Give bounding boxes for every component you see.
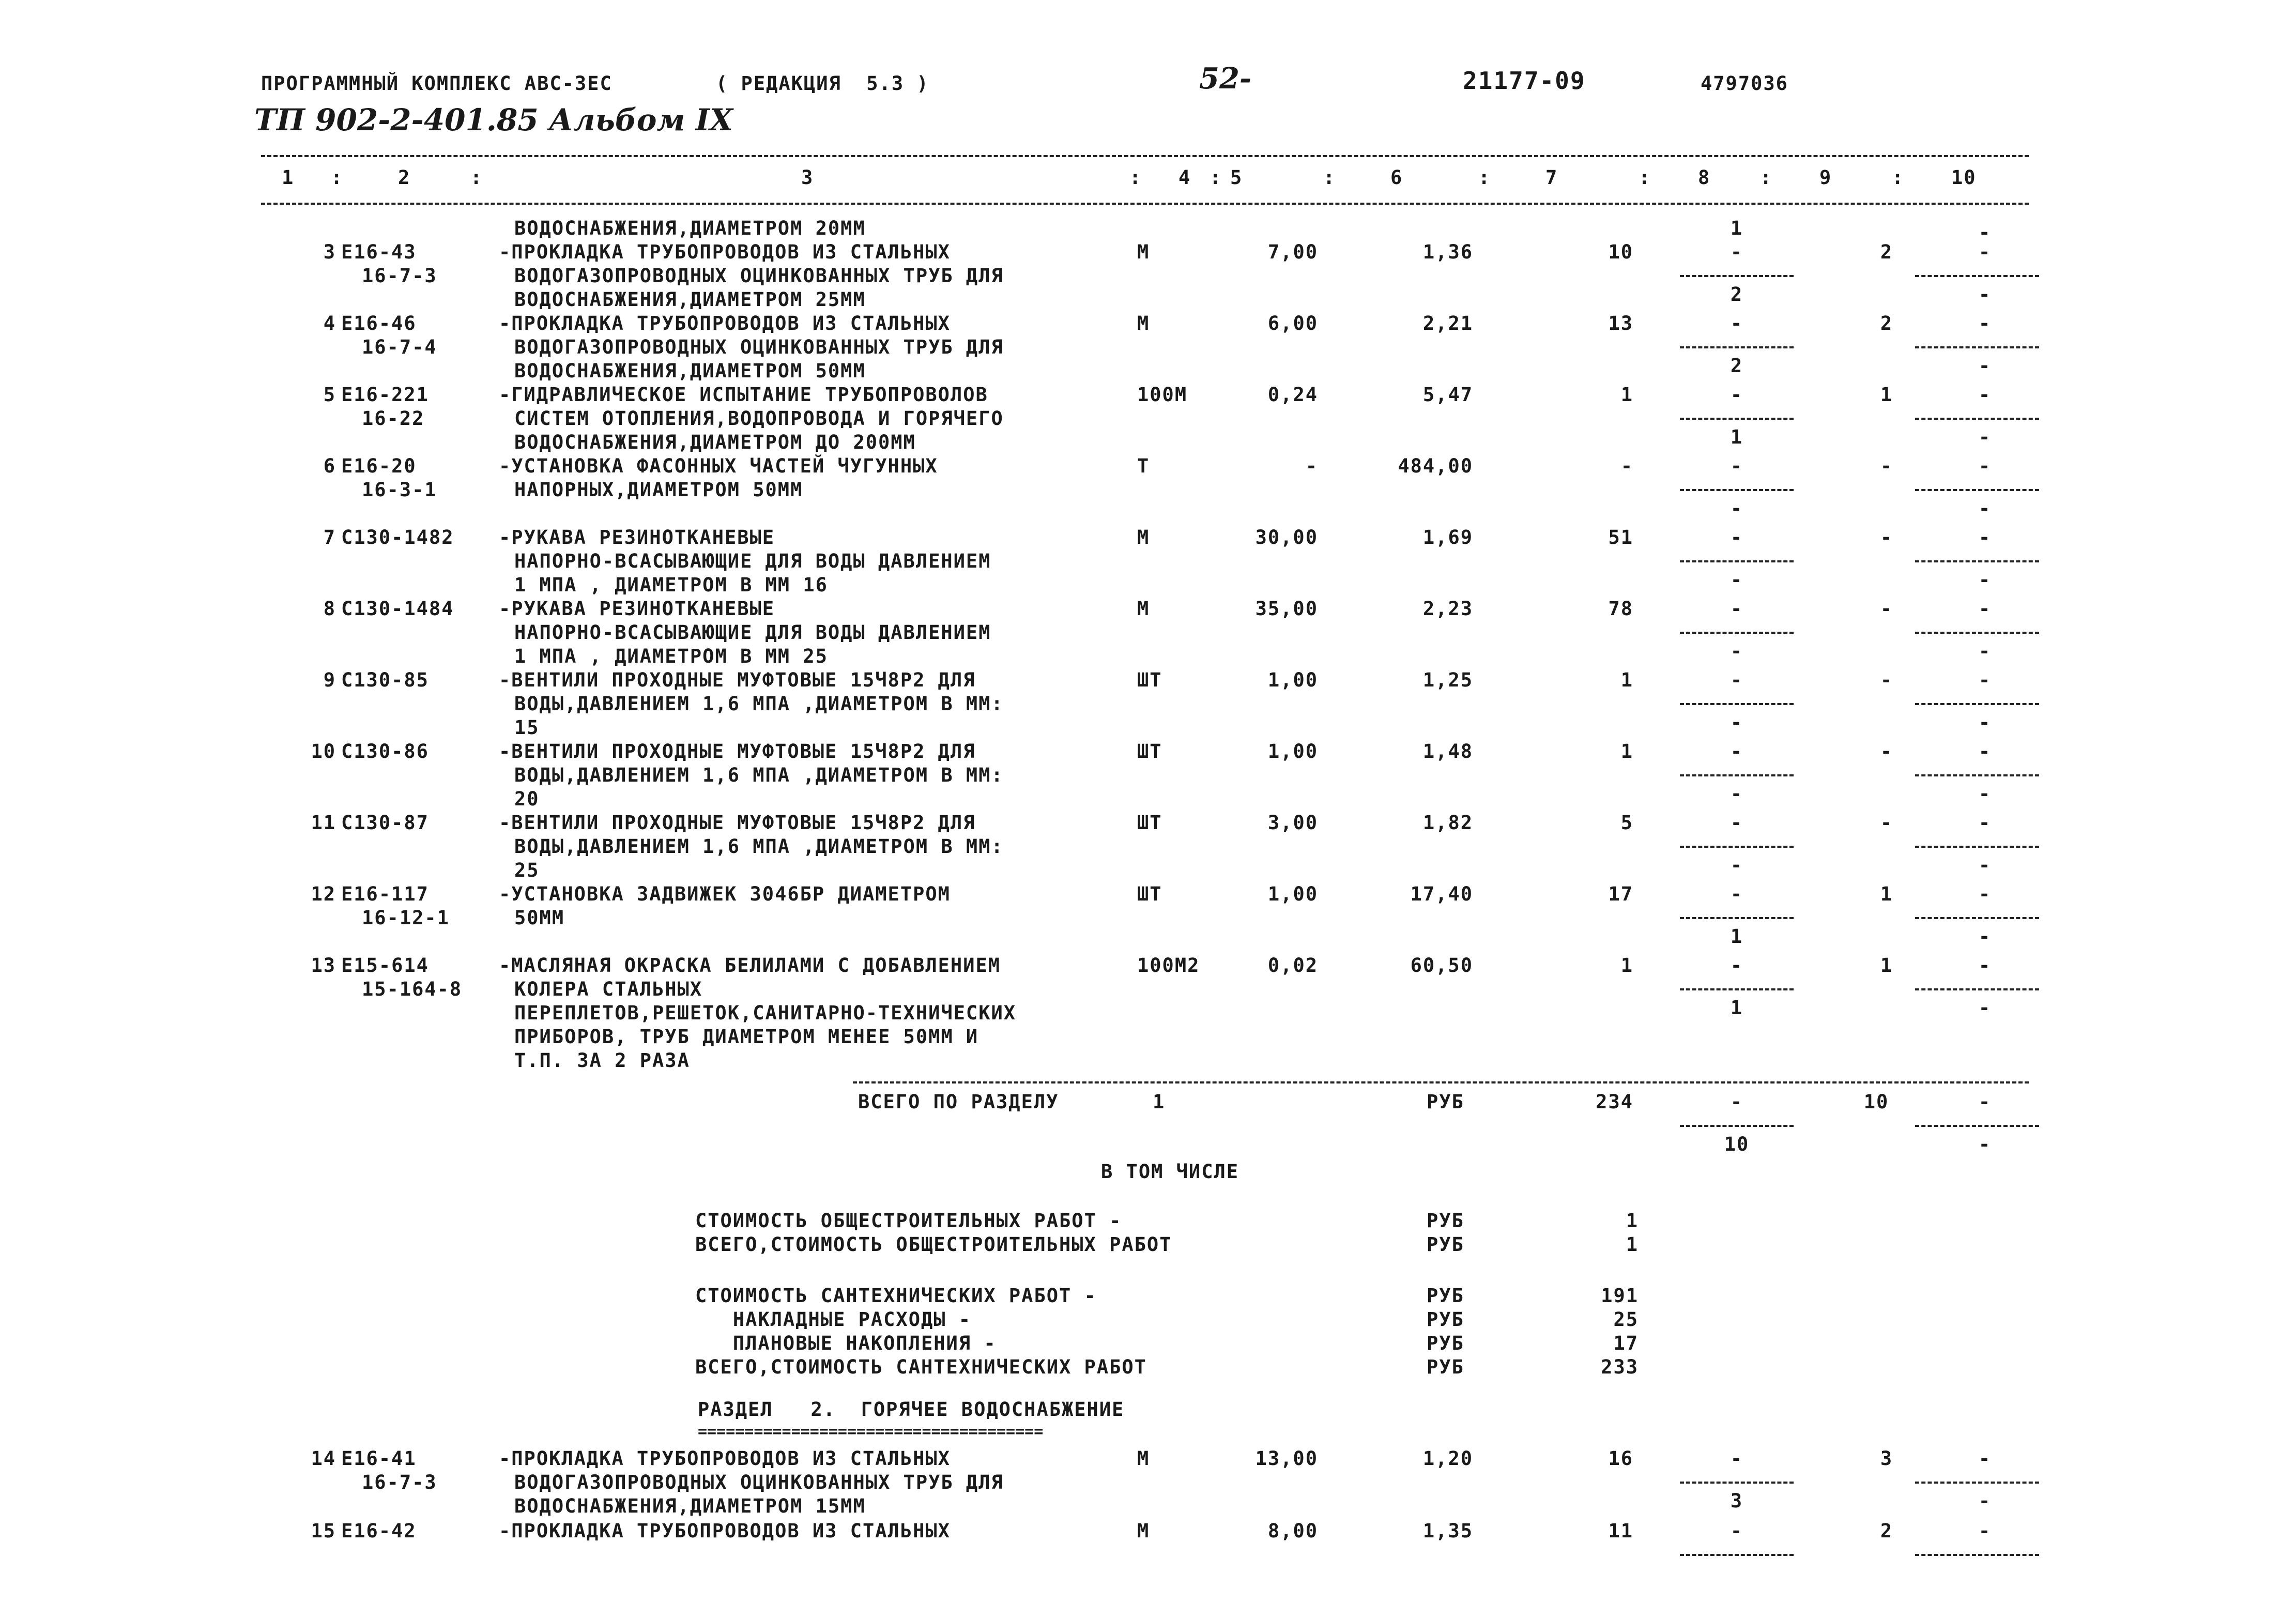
- row-4-code-alt: 16-7-4: [362, 336, 437, 358]
- row-13-description: Т.П. ЗА 2 РАЗА: [514, 1049, 690, 1072]
- section-total-label: ВСЕГО ПО РАЗДЕЛУ: [858, 1091, 1059, 1113]
- row-11-description: ВОДЫ,ДАВЛЕНИЕМ 1,6 МПА ,ДИАМЕТРОМ В ММ:: [514, 835, 1004, 858]
- row-9-col8-lower: -: [1730, 711, 1743, 734]
- row-7-price: 1,69: [1422, 526, 1473, 548]
- row-9-number: 9: [323, 669, 336, 691]
- section-total-col8-lower: 10: [1724, 1133, 1750, 1155]
- row-6-description: -УСТАНОВКА ФАСОННЫХ ЧАСТЕЙ ЧУГУННЫХ: [499, 455, 938, 477]
- row-13-col10: -: [1978, 954, 1992, 976]
- summary-unit: РУБ: [1427, 1308, 1464, 1331]
- row-8-number: 8: [323, 598, 336, 620]
- summary-value: 233: [1601, 1356, 1639, 1378]
- row-5-price: 5,47: [1422, 384, 1473, 406]
- row-4-total: 13: [1608, 312, 1633, 334]
- row-14-col8: -: [1730, 1447, 1743, 1470]
- row-14-description: ВОДОГАЗОПРОВОДНЫХ ОЦИНКОВАННЫХ ТРУБ ДЛЯ: [514, 1471, 1004, 1493]
- row-10-quantity: 1,00: [1267, 740, 1318, 762]
- column-header-5: 5: [1230, 166, 1243, 189]
- row-12-description: 50ММ: [514, 907, 565, 929]
- row-4-col10-lower: -: [1978, 355, 1992, 377]
- row-4-number: 4: [323, 312, 336, 334]
- row-8-col10-rule: [1915, 632, 2039, 634]
- row-5-unit: 100М: [1137, 384, 1188, 406]
- row-4-code: Е16-46: [341, 312, 417, 334]
- row-7-col10: -: [1978, 526, 1992, 548]
- row-11-unit: ШТ: [1137, 812, 1162, 834]
- column-separator: :: [331, 166, 344, 189]
- column-separator: :: [1323, 166, 1336, 189]
- document-code: 21177-09: [1463, 67, 1586, 95]
- row-15-quantity: 8,00: [1267, 1520, 1318, 1542]
- row-3-col10-lower: -: [1978, 283, 1992, 306]
- row-15-code: Е16-42: [341, 1520, 417, 1542]
- row-13-number: 13: [311, 954, 336, 976]
- row-7-col8: -: [1730, 526, 1743, 548]
- row-15-col8: -: [1730, 1520, 1743, 1542]
- row-8-col10-lower: -: [1978, 640, 1992, 662]
- header-rule-bottom: [261, 203, 2029, 205]
- row-12-col8-rule: [1680, 917, 1794, 919]
- row-10-col8-lower: -: [1730, 783, 1743, 805]
- summary-value: 25: [1613, 1308, 1639, 1331]
- summary-unit: РУБ: [1427, 1356, 1464, 1378]
- row-12-total: 17: [1608, 883, 1633, 905]
- row-9-quantity: 1,00: [1267, 669, 1318, 691]
- summary-unit: РУБ: [1427, 1285, 1464, 1307]
- row-11-col10: -: [1978, 812, 1992, 834]
- row-14-number: 14: [311, 1447, 336, 1470]
- column-separator: :: [1760, 166, 1773, 189]
- row-11-total: 5: [1620, 812, 1633, 834]
- row-3-col9: 2: [1880, 241, 1893, 263]
- column-header-8: 8: [1698, 166, 1711, 189]
- row-13-description: КОЛЕРА СТАЛЬНЫХ: [514, 978, 703, 1000]
- row-5-quantity: 0,24: [1267, 384, 1318, 406]
- row-13-quantity: 0,02: [1267, 954, 1318, 976]
- row-14-description: ВОДОСНАБЖЕНИЯ,ДИАМЕТРОМ 15ММ: [514, 1495, 866, 1517]
- column-header-10: 10: [1951, 166, 1977, 189]
- row-8-price: 2,23: [1422, 598, 1473, 620]
- row-15-col8-rule: [1680, 1554, 1794, 1556]
- row-14-code-alt: 16-7-3: [362, 1471, 437, 1493]
- row-9-unit: ШТ: [1137, 669, 1162, 691]
- row-6-col8-rule: [1680, 489, 1794, 491]
- row-14-col9: 3: [1880, 1447, 1893, 1470]
- row-6-code: Е16-20: [341, 455, 417, 477]
- row-11-quantity: 3,00: [1267, 812, 1318, 834]
- row-7-description: НАПОРНО-ВСАСЫВАЮЩИЕ ДЛЯ ВОДЫ ДАВЛЕНИЕМ: [514, 550, 991, 572]
- row-14-col10-rule: [1915, 1482, 2039, 1484]
- row-5-col8: -: [1730, 384, 1743, 406]
- row-6-col9: -: [1880, 455, 1893, 477]
- row-5-col10: -: [1978, 384, 1992, 406]
- summary-value: 1: [1626, 1233, 1639, 1256]
- row-6-quantity: -: [1305, 455, 1318, 477]
- row-11-col8: -: [1730, 812, 1743, 834]
- section-total-number: 1: [1153, 1091, 1166, 1113]
- row-4-col10: -: [1978, 312, 1992, 334]
- row-6-unit: Т: [1137, 455, 1150, 477]
- row-10-col10-rule: [1915, 774, 2039, 776]
- row-6-price: 484,00: [1398, 455, 1473, 477]
- row-4-description: ВОДОСНАБЖЕНИЯ,ДИАМЕТРОМ 50ММ: [514, 360, 866, 382]
- row-4-col8-lower: 2: [1730, 355, 1743, 377]
- row-5-description: СИСТЕМ ОТОПЛЕНИЯ,ВОДОПРОВОДА И ГОРЯЧЕГО: [514, 407, 1004, 430]
- section-2-underline: =====================================: [698, 1423, 1044, 1441]
- row-10-col10-lower: -: [1978, 783, 1992, 805]
- row-10-price: 1,48: [1422, 740, 1473, 762]
- row-9-col10-lower: -: [1978, 711, 1992, 734]
- row-7-col10-lower: -: [1978, 569, 1992, 591]
- row-6-description: НАПОРНЫХ,ДИАМЕТРОМ 50ММ: [514, 479, 803, 501]
- row-5-col8-lower: 1: [1730, 426, 1743, 448]
- row-10-total: 1: [1620, 740, 1633, 762]
- row-14-col8-rule: [1680, 1482, 1794, 1484]
- row-14-total: 16: [1608, 1447, 1633, 1470]
- row-4-description: ВОДОГАЗОПРОВОДНЫХ ОЦИНКОВАННЫХ ТРУБ ДЛЯ: [514, 336, 1004, 358]
- row-7-quantity: 30,00: [1255, 526, 1318, 548]
- row-11-number: 11: [311, 812, 336, 834]
- row-9-col10-rule: [1915, 703, 2039, 705]
- row-12-unit: ШТ: [1137, 883, 1162, 905]
- row-13-price: 60,50: [1410, 954, 1473, 976]
- summary-label: ПЛАНОВЫЕ НАКОПЛЕНИЯ -: [695, 1332, 997, 1354]
- row-5-col9: 1: [1880, 384, 1893, 406]
- row-11-col10-rule: [1915, 846, 2039, 848]
- summary-value: 191: [1601, 1285, 1639, 1307]
- header-rule-top: [261, 155, 2029, 157]
- row-14-col8-lower: 3: [1730, 1490, 1743, 1512]
- row-continuation-description: ВОДОСНАБЖЕНИЯ,ДИАМЕТРОМ 20ММ: [514, 217, 866, 239]
- row-10-description: ВОДЫ,ДАВЛЕНИЕМ 1,6 МПА ,ДИАМЕТРОМ В ММ:: [514, 764, 1004, 786]
- row-6-total: -: [1620, 455, 1633, 477]
- row-3-number: 3: [323, 241, 336, 263]
- column-separator: :: [1892, 166, 1905, 189]
- row-4-description: -ПРОКЛАДКА ТРУБОПРОВОДОВ ИЗ СТАЛЬНЫХ: [499, 312, 951, 334]
- column-header-3: 3: [801, 166, 814, 189]
- row-4-price: 2,21: [1422, 312, 1473, 334]
- row-6-code-alt: 16-3-1: [362, 479, 437, 501]
- row-4-col8: -: [1730, 312, 1743, 334]
- row-11-col9: -: [1880, 812, 1893, 834]
- row-7-code: С130-1482: [341, 526, 454, 548]
- summary-unit: РУБ: [1427, 1332, 1464, 1354]
- row-continuation-col8: 1: [1730, 217, 1743, 239]
- row-8-code: С130-1484: [341, 598, 454, 620]
- row-13-description: -МАСЛЯНАЯ ОКРАСКА БЕЛИЛАМИ С ДОБАВЛЕНИЕМ: [499, 954, 1001, 976]
- summary-label: НАКЛАДНЫЕ РАСХОДЫ -: [695, 1308, 972, 1331]
- row-14-col10-lower: -: [1978, 1490, 1992, 1512]
- row-6-col8-lower: -: [1730, 497, 1743, 520]
- total-rule-top: [853, 1081, 2029, 1083]
- column-header-1: 1: [282, 166, 295, 189]
- row-13-unit: 100М2: [1137, 954, 1200, 976]
- row-12-number: 12: [311, 883, 336, 905]
- row-7-col8-lower: -: [1730, 569, 1743, 591]
- row-11-description: -ВЕНТИЛИ ПРОХОДНЫЕ МУФТОВЫЕ 15Ч8Р2 ДЛЯ: [499, 812, 976, 834]
- row-4-col8-rule: [1680, 346, 1794, 348]
- summary-label: СТОИМОСТЬ ОБЩЕСТРОИТЕЛЬНЫХ РАБОТ -: [695, 1210, 1122, 1232]
- row-3-code: Е16-43: [341, 241, 417, 263]
- row-10-col9: -: [1880, 740, 1893, 762]
- row-7-number: 7: [323, 526, 336, 548]
- row-11-code: С130-87: [341, 812, 429, 834]
- row-7-unit: М: [1137, 526, 1150, 548]
- row-13-total: 1: [1620, 954, 1633, 976]
- row-8-col8: -: [1730, 598, 1743, 620]
- row-12-col8: -: [1730, 883, 1743, 905]
- row-9-description: 15: [514, 716, 540, 739]
- row-11-description: 25: [514, 859, 540, 881]
- row-5-description: -ГИДРАВЛИЧЕСКОЕ ИСПЫТАНИЕ ТРУБОПРОВОЛОВ: [499, 384, 988, 406]
- row-15-total: 11: [1608, 1520, 1633, 1542]
- album-handwritten: ТП 902-2-401.85 Альбом IX: [254, 102, 733, 138]
- row-13-col10-rule: [1915, 988, 2039, 990]
- row-15-col10: -: [1978, 1520, 1992, 1542]
- section-total-col8: -: [1730, 1091, 1743, 1113]
- row-9-description: -ВЕНТИЛИ ПРОХОДНЫЕ МУФТОВЫЕ 15Ч8Р2 ДЛЯ: [499, 669, 976, 691]
- row-8-total: 78: [1608, 598, 1633, 620]
- row-7-col8-rule: [1680, 560, 1794, 562]
- column-header-6: 6: [1390, 166, 1403, 189]
- row-4-unit: М: [1137, 312, 1150, 334]
- row-6-col8: -: [1730, 455, 1743, 477]
- column-header-9: 9: [1819, 166, 1832, 189]
- row-6-col10: -: [1978, 455, 1992, 477]
- row-8-col8-lower: -: [1730, 640, 1743, 662]
- row-12-code: Е16-117: [341, 883, 429, 905]
- document-number: 4797036: [1701, 72, 1788, 95]
- row-3-col8: -: [1730, 241, 1743, 263]
- row-4-col10-rule: [1915, 346, 2039, 348]
- row-12-col10-lower: -: [1978, 925, 1992, 948]
- row-5-code-alt: 16-22: [362, 407, 425, 430]
- row-12-description: -УСТАНОВКА ЗАДВИЖЕК 3046БР ДИАМЕТРОМ: [499, 883, 951, 905]
- section-total-unit: РУБ: [1427, 1091, 1464, 1113]
- summary-value: 1: [1626, 1210, 1639, 1232]
- row-5-description: ВОДОСНАБЖЕНИЯ,ДИАМЕТРОМ ДО 200ММ: [514, 431, 916, 453]
- row-14-unit: М: [1137, 1447, 1150, 1470]
- row-6-number: 6: [323, 455, 336, 477]
- column-separator: :: [470, 166, 483, 189]
- row-3-description: ВОДОГАЗОПРОВОДНЫХ ОЦИНКОВАННЫХ ТРУБ ДЛЯ: [514, 265, 1004, 287]
- column-separator: :: [1210, 166, 1222, 189]
- row-continuation-col10: -: [1978, 221, 1992, 243]
- row-12-quantity: 1,00: [1267, 883, 1318, 905]
- row-10-col8-rule: [1680, 774, 1794, 776]
- row-8-quantity: 35,00: [1255, 598, 1318, 620]
- row-5-col8-rule: [1680, 418, 1794, 420]
- column-header-2: 2: [398, 166, 411, 189]
- row-8-unit: М: [1137, 598, 1150, 620]
- row-9-col9: -: [1880, 669, 1893, 691]
- row-10-col8: -: [1730, 740, 1743, 762]
- row-14-col10: -: [1978, 1447, 1992, 1470]
- row-5-number: 5: [323, 384, 336, 406]
- row-3-total: 10: [1608, 241, 1633, 263]
- row-3-code-alt: 16-7-3: [362, 265, 437, 287]
- row-3-quantity: 7,00: [1267, 241, 1318, 263]
- row-11-col8-lower: -: [1730, 854, 1743, 876]
- summary-label: ВСЕГО,СТОИМОСТЬ ОБЩЕСТРОИТЕЛЬНЫХ РАБОТ: [695, 1233, 1172, 1256]
- row-15-description: -ПРОКЛАДКА ТРУБОПРОВОДОВ ИЗ СТАЛЬНЫХ: [499, 1520, 951, 1542]
- summary-unit: РУБ: [1427, 1210, 1464, 1232]
- row-3-price: 1,36: [1422, 241, 1473, 263]
- row-3-col8-lower: 2: [1730, 283, 1743, 306]
- program-title: ПРОГРАММНЫЙ КОМПЛЕКС АВС-3ЕС: [261, 72, 613, 95]
- row-9-description: ВОДЫ,ДАВЛЕНИЕМ 1,6 МПА ,ДИАМЕТРОМ В ММ:: [514, 693, 1004, 715]
- row-15-number: 15: [311, 1520, 336, 1542]
- row-6-col10-rule: [1915, 489, 2039, 491]
- column-header-7: 7: [1545, 166, 1558, 189]
- row-15-col9: 2: [1880, 1520, 1893, 1542]
- row-3-col8-rule: [1680, 275, 1794, 277]
- section-total-col10: -: [1978, 1091, 1992, 1113]
- row-13-col10-lower: -: [1978, 997, 1992, 1019]
- row-5-col10-lower: -: [1978, 426, 1992, 448]
- column-separator: :: [1639, 166, 1651, 189]
- row-12-col9: 1: [1880, 883, 1893, 905]
- row-7-description: 1 МПА , ДИАМЕТРОМ В ММ 16: [514, 574, 828, 596]
- row-7-total: 51: [1608, 526, 1633, 548]
- row-7-col10-rule: [1915, 560, 2039, 562]
- row-13-col8-lower: 1: [1730, 997, 1743, 1019]
- row-15-unit: М: [1137, 1520, 1150, 1542]
- row-3-description: -ПРОКЛАДКА ТРУБОПРОВОДОВ ИЗ СТАЛЬНЫХ: [499, 241, 951, 263]
- column-header-4: 4: [1178, 166, 1191, 189]
- row-3-col10: -: [1978, 241, 1992, 263]
- row-12-col10: -: [1978, 883, 1992, 905]
- in-that-heading: В ТОМ ЧИСЛЕ: [1101, 1161, 1239, 1183]
- row-7-description: -РУКАВА РЕЗИНОТКАНЕВЫЕ: [499, 526, 775, 548]
- row-14-description: -ПРОКЛАДКА ТРУБОПРОВОДОВ ИЗ СТАЛЬНЫХ: [499, 1447, 951, 1470]
- page-number: 52-: [1199, 62, 1252, 96]
- row-14-quantity: 13,00: [1255, 1447, 1318, 1470]
- row-12-price: 17,40: [1410, 883, 1473, 905]
- row-9-code: С130-85: [341, 669, 429, 691]
- column-separator: :: [1478, 166, 1491, 189]
- column-separator: :: [1129, 166, 1142, 189]
- summary-label: СТОИМОСТЬ САНТЕХНИЧЕСКИХ РАБОТ -: [695, 1285, 1097, 1307]
- row-4-col9: 2: [1880, 312, 1893, 334]
- row-13-code: Е15-614: [341, 954, 429, 976]
- row-9-total: 1: [1620, 669, 1633, 691]
- row-8-description: 1 МПА , ДИАМЕТРОМ В ММ 25: [514, 645, 828, 667]
- row-8-description: НАПОРНО-ВСАСЫВАЮЩИЕ ДЛЯ ВОДЫ ДАВЛЕНИЕМ: [514, 621, 991, 644]
- row-12-col10-rule: [1915, 917, 2039, 919]
- row-13-col8-rule: [1680, 988, 1794, 990]
- summary-value: 17: [1613, 1332, 1639, 1354]
- row-13-col9: 1: [1880, 954, 1893, 976]
- row-10-unit: ШТ: [1137, 740, 1162, 762]
- row-13-code-alt: 15-164-8: [362, 978, 463, 1000]
- row-14-code: Е16-41: [341, 1447, 417, 1470]
- row-9-col8: -: [1730, 669, 1743, 691]
- row-9-col8-rule: [1680, 703, 1794, 705]
- row-13-col8: -: [1730, 954, 1743, 976]
- row-9-price: 1,25: [1422, 669, 1473, 691]
- row-11-col10-lower: -: [1978, 854, 1992, 876]
- row-13-description: ПРИБОРОВ, ТРУБ ДИАМЕТРОМ МЕНЕЕ 50ММ И: [514, 1026, 979, 1048]
- row-11-price: 1,82: [1422, 812, 1473, 834]
- row-12-code-alt: 16-12-1: [362, 907, 450, 929]
- row-10-number: 10: [311, 740, 336, 762]
- section-total-col10-lower: -: [1978, 1133, 1992, 1155]
- section-total-col9: 10: [1863, 1091, 1889, 1113]
- section-total-col10-rule: [1915, 1125, 2039, 1127]
- row-4-quantity: 6,00: [1267, 312, 1318, 334]
- row-10-code: С130-86: [341, 740, 429, 762]
- section-2-title: РАЗДЕЛ 2. ГОРЯЧЕЕ ВОДОСНАБЖЕНИЕ: [698, 1398, 1125, 1421]
- row-15-price: 1,35: [1422, 1520, 1473, 1542]
- row-7-col9: -: [1880, 526, 1893, 548]
- summary-unit: РУБ: [1427, 1233, 1464, 1256]
- summary-label: ВСЕГО,СТОИМОСТЬ САНТЕХНИЧЕСКИХ РАБОТ: [695, 1356, 1147, 1378]
- row-10-col10: -: [1978, 740, 1992, 762]
- row-6-col10-lower: -: [1978, 497, 1992, 520]
- row-9-col10: -: [1978, 669, 1992, 691]
- row-5-code: Е16-221: [341, 384, 429, 406]
- row-14-price: 1,20: [1422, 1447, 1473, 1470]
- section-total-col8-rule: [1680, 1125, 1794, 1127]
- row-3-col10-rule: [1915, 275, 2039, 277]
- row-10-description: 20: [514, 788, 540, 810]
- row-5-col10-rule: [1915, 418, 2039, 420]
- row-5-total: 1: [1620, 384, 1633, 406]
- section-total-value: 234: [1596, 1091, 1633, 1113]
- row-8-description: -РУКАВА РЕЗИНОТКАНЕВЫЕ: [499, 598, 775, 620]
- row-12-col8-lower: 1: [1730, 925, 1743, 948]
- row-8-col9: -: [1880, 598, 1893, 620]
- row-3-description: ВОДОСНАБЖЕНИЯ,ДИАМЕТРОМ 25ММ: [514, 288, 866, 311]
- row-8-col10: -: [1978, 598, 1992, 620]
- row-3-unit: М: [1137, 241, 1150, 263]
- row-15-col10-rule: [1915, 1554, 2039, 1556]
- edition: ( РЕДАКЦИЯ 5.3 ): [716, 72, 929, 95]
- row-13-description: ПЕРЕПЛЕТОВ,РЕШЕТОК,САНИТАРНО-ТЕХНИЧЕСКИХ: [514, 1002, 1017, 1024]
- row-8-col8-rule: [1680, 632, 1794, 634]
- row-11-col8-rule: [1680, 846, 1794, 848]
- row-10-description: -ВЕНТИЛИ ПРОХОДНЫЕ МУФТОВЫЕ 15Ч8Р2 ДЛЯ: [499, 740, 976, 762]
